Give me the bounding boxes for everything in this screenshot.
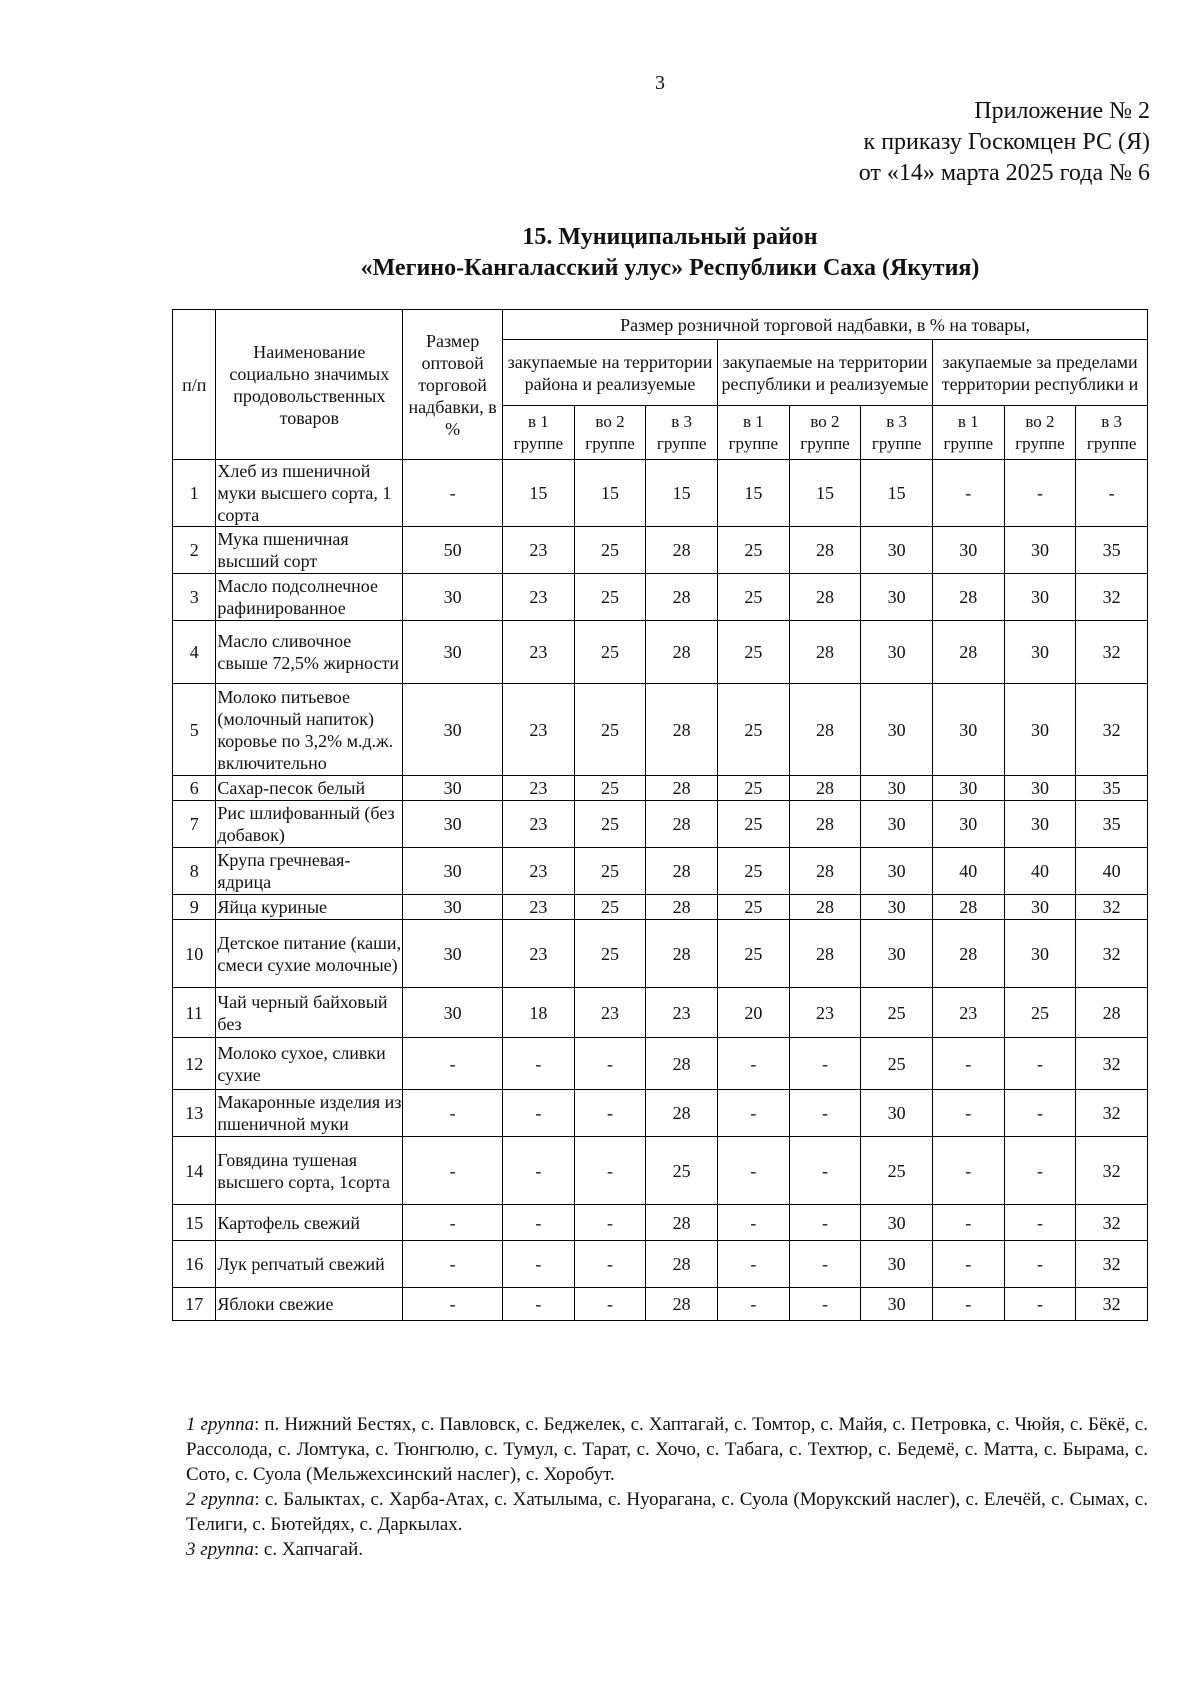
table-row (173, 1038, 1148, 1090)
retail-markup-value: 15 (789, 460, 861, 527)
retail-markup-value: 25 (718, 684, 790, 776)
product-name: Сахар-песок белый (216, 776, 403, 801)
wholesale-markup: 30 (403, 574, 503, 621)
retail-markup-value: - (932, 1205, 1004, 1241)
row-number: 3 (173, 574, 216, 621)
retail-markup-value: 28 (789, 920, 861, 988)
retail-markup-value: 25 (1004, 988, 1076, 1038)
row-number: 5 (173, 684, 216, 776)
retail-markup-value: 30 (1004, 776, 1076, 801)
retail-markup-value: - (1076, 460, 1148, 527)
header-subgroup: во 2 группе (574, 406, 646, 460)
retail-markup-value: 25 (574, 621, 646, 684)
note-text: : с. Балыктах, с. Харба-Атах, с. Хатылыма, с. Нуорагана, с. Суола (Морукский наслег), с. Елечёй, с. Сымах, с. Телиги, с. Бютейдях, с. Даркылах. (186, 1489, 1148, 1535)
row-number: 16 (173, 1241, 216, 1288)
retail-markup-value: - (1004, 1090, 1076, 1137)
table-row (173, 988, 1148, 1038)
row-number: 14 (173, 1137, 216, 1205)
retail-markup-value: 28 (646, 920, 718, 988)
retail-markup-value: 23 (503, 848, 575, 895)
markup-table (172, 309, 1148, 1321)
retail-markup-value: 25 (574, 684, 646, 776)
row-number: 9 (173, 895, 216, 920)
wholesale-markup: - (403, 1241, 503, 1288)
retail-markup-value: 32 (1076, 574, 1148, 621)
header-subgroup: во 2 группе (1004, 406, 1076, 460)
retail-markup-value: 32 (1076, 1137, 1148, 1205)
retail-markup-value: 30 (932, 801, 1004, 848)
retail-markup-value: 25 (718, 776, 790, 801)
retail-markup-value: 30 (1004, 527, 1076, 574)
product-name: Макаронные изделия из пшеничной муки (216, 1090, 403, 1137)
retail-markup-value: 32 (1076, 1288, 1148, 1321)
table-row (173, 848, 1148, 895)
header-subgroup: в 1 группе (503, 406, 575, 460)
retail-markup-value: - (1004, 460, 1076, 527)
header-subgroup: в 3 группе (861, 406, 933, 460)
retail-markup-value: 25 (718, 920, 790, 988)
retail-markup-value: - (503, 1038, 575, 1090)
table-row (173, 920, 1148, 988)
retail-markup-value: 32 (1076, 1038, 1148, 1090)
product-name: Мука пшеничная высший сорт (216, 527, 403, 574)
note-label: 2 группа (186, 1489, 255, 1510)
table-row (173, 1241, 1148, 1288)
product-name: Масло подсолнечное рафинированное (216, 574, 403, 621)
title-line-2: «Мегино-Кангаласский улус» Республики Саха (Якутия) (360, 255, 980, 281)
retail-markup-value: 30 (861, 848, 933, 895)
retail-markup-value: 30 (1004, 920, 1076, 988)
retail-markup-value: 35 (1076, 801, 1148, 848)
retail-markup-value: - (503, 1137, 575, 1205)
retail-markup-value: 25 (574, 776, 646, 801)
retail-markup-value: 28 (789, 574, 861, 621)
retail-markup-value: 30 (861, 574, 933, 621)
wholesale-markup: - (403, 1090, 503, 1137)
retail-markup-value: - (718, 1288, 790, 1321)
product-name: Детское питание (каши, смеси сухие молочные) (216, 920, 403, 988)
appendix-line-2: к приказу Госкомцен РС (Я) (863, 129, 1150, 155)
retail-markup-value: - (1004, 1205, 1076, 1241)
retail-markup-value: - (574, 1038, 646, 1090)
title-line-1: 15. Муниципальный район (522, 224, 818, 250)
retail-markup-value: 30 (861, 1288, 933, 1321)
wholesale-markup: 30 (403, 848, 503, 895)
retail-markup-value: 30 (1004, 684, 1076, 776)
retail-markup-value: 30 (1004, 574, 1076, 621)
retail-markup-value: 28 (789, 621, 861, 684)
note-text: : с. Хапчагай. (253, 1539, 364, 1560)
table-row (173, 776, 1148, 801)
table-row (173, 1137, 1148, 1205)
table-body (173, 460, 1148, 1321)
retail-markup-value: 25 (574, 848, 646, 895)
retail-markup-value: 28 (646, 1205, 718, 1241)
row-number: 2 (173, 527, 216, 574)
retail-markup-value: 23 (646, 988, 718, 1038)
retail-markup-value: - (718, 1038, 790, 1090)
retail-markup-value: - (932, 1038, 1004, 1090)
table-row (173, 801, 1148, 848)
note-group-3 (186, 1537, 1148, 1562)
row-number: 7 (173, 801, 216, 848)
retail-markup-value: 25 (718, 801, 790, 848)
wholesale-markup: 30 (403, 684, 503, 776)
header-subgroup: в 1 группе (718, 406, 790, 460)
appendix-line-3: от «14» марта 2025 года № 6 (858, 160, 1150, 186)
retail-markup-value: 30 (1004, 621, 1076, 684)
retail-markup-value: 23 (503, 527, 575, 574)
retail-markup-value: 23 (503, 895, 575, 920)
retail-markup-value: 30 (932, 776, 1004, 801)
retail-markup-value: - (574, 1288, 646, 1321)
table-row (173, 1205, 1148, 1241)
retail-markup-value: 15 (718, 460, 790, 527)
retail-markup-value: 25 (718, 621, 790, 684)
product-name: Яйца куриные (216, 895, 403, 920)
retail-markup-value: 23 (503, 574, 575, 621)
retail-markup-value: - (574, 1205, 646, 1241)
wholesale-markup: - (403, 1137, 503, 1205)
row-number: 1 (173, 460, 216, 527)
note-text: : п. Нижний Бестях, с. Павловск, с. Беджелек, с. Хаптагай, с. Томтор, с. Майя, с. Петровка, с. Чюйя, с. Бёкё, с. Рассолода, с. Ломтука, с. Тюнгюлю, с. Тумул, с. Тарат, с. Хочо, с. Табага, с. Техтюр, с. Бедемё, с. Матта, с. Бырама, с. Сото, с. Суола (Мельжехсинский наслег), с. Хоробут. (186, 1414, 1148, 1485)
retail-markup-value: - (503, 1241, 575, 1288)
retail-markup-value: 15 (861, 460, 933, 527)
retail-markup-value: 15 (646, 460, 718, 527)
retail-markup-value: 28 (789, 848, 861, 895)
group-notes (186, 1412, 1148, 1562)
retail-markup-value: 30 (861, 1205, 933, 1241)
retail-markup-value: - (574, 1241, 646, 1288)
retail-markup-value: - (718, 1137, 790, 1205)
retail-markup-value: - (789, 1241, 861, 1288)
retail-markup-value: 40 (1076, 848, 1148, 895)
retail-markup-value: - (789, 1038, 861, 1090)
retail-markup-value: 28 (932, 574, 1004, 621)
retail-markup-value: - (932, 1241, 1004, 1288)
product-name: Говядина тушеная высшего сорта, 1сорта (216, 1137, 403, 1205)
retail-markup-value: 28 (646, 1288, 718, 1321)
retail-markup-value: 25 (718, 895, 790, 920)
retail-markup-value: 23 (574, 988, 646, 1038)
header-subgroup: в 3 группе (1076, 406, 1148, 460)
retail-markup-value: - (1004, 1038, 1076, 1090)
retail-markup-value: 32 (1076, 621, 1148, 684)
retail-markup-value: 32 (1076, 1090, 1148, 1137)
wholesale-markup: 30 (403, 988, 503, 1038)
retail-markup-value: 25 (574, 527, 646, 574)
table-row (173, 574, 1148, 621)
retail-markup-value: 28 (646, 621, 718, 684)
note-label: 1 группа (186, 1414, 255, 1435)
header-group-outside: закупаемые за пределами территории республики и (932, 340, 1147, 406)
retail-markup-value: 25 (718, 574, 790, 621)
retail-markup-value: 30 (861, 684, 933, 776)
wholesale-markup: 30 (403, 801, 503, 848)
wholesale-markup: 30 (403, 776, 503, 801)
retail-markup-value: 30 (861, 1090, 933, 1137)
retail-markup-value: 23 (503, 801, 575, 848)
retail-markup-value: 25 (574, 801, 646, 848)
header-subgroup: в 3 группе (646, 406, 718, 460)
row-number: 15 (173, 1205, 216, 1241)
retail-markup-value: 23 (789, 988, 861, 1038)
table-row (173, 684, 1148, 776)
retail-markup-value: 30 (861, 621, 933, 684)
product-name: Хлеб из пшеничной муки высшего сорта, 1 сорта (216, 460, 403, 527)
retail-markup-value: 28 (646, 776, 718, 801)
retail-markup-value: 30 (861, 920, 933, 988)
retail-markup-value: 25 (861, 1038, 933, 1090)
retail-markup-value: 30 (1004, 895, 1076, 920)
wholesale-markup: - (403, 1288, 503, 1321)
retail-markup-value: 28 (1076, 988, 1148, 1038)
note-label: 3 группа (186, 1539, 254, 1560)
retail-markup-value: 32 (1076, 920, 1148, 988)
row-number: 10 (173, 920, 216, 988)
product-name: Лук репчатый свежий (216, 1241, 403, 1288)
retail-markup-value: 40 (1004, 848, 1076, 895)
retail-markup-value: - (574, 1090, 646, 1137)
retail-markup-value: 25 (574, 574, 646, 621)
retail-markup-value: 28 (646, 684, 718, 776)
retail-markup-value: 28 (646, 895, 718, 920)
retail-markup-value: 18 (503, 988, 575, 1038)
retail-markup-value: 30 (861, 895, 933, 920)
row-number: 12 (173, 1038, 216, 1090)
appendix-line-1: Приложение № 2 (974, 98, 1150, 124)
retail-markup-value: 23 (503, 920, 575, 988)
header-group-district: закупаемые на территории района и реализуемые (503, 340, 718, 406)
table-row (173, 1090, 1148, 1137)
retail-markup-value: 28 (646, 848, 718, 895)
retail-markup-value: - (932, 1288, 1004, 1321)
row-number: 8 (173, 848, 216, 895)
product-name: Крупа гречневая-ядрица (216, 848, 403, 895)
retail-markup-value: - (718, 1205, 790, 1241)
row-number: 17 (173, 1288, 216, 1321)
appendix-header (859, 96, 1150, 189)
header-group-republic: закупаемые на территории республики и реализуемые (718, 340, 933, 406)
retail-markup-value: 40 (932, 848, 1004, 895)
header-subgroup: в 1 группе (932, 406, 1004, 460)
retail-markup-value: - (503, 1090, 575, 1137)
retail-markup-value: 28 (646, 574, 718, 621)
retail-markup-value: 25 (861, 1137, 933, 1205)
retail-markup-value: 30 (861, 1241, 933, 1288)
retail-markup-value: - (1004, 1241, 1076, 1288)
header-subgroup: во 2 группе (789, 406, 861, 460)
product-name: Масло сливочное свыше 72,5% жирности (216, 621, 403, 684)
retail-markup-value: - (1004, 1288, 1076, 1321)
retail-markup-value: 28 (932, 895, 1004, 920)
wholesale-markup: 30 (403, 621, 503, 684)
table-row (173, 527, 1148, 574)
retail-markup-value: 15 (503, 460, 575, 527)
retail-markup-value: 28 (646, 801, 718, 848)
retail-markup-value: 30 (861, 527, 933, 574)
retail-markup-value: 30 (932, 527, 1004, 574)
retail-markup-value: - (932, 1090, 1004, 1137)
page-number: 3 (655, 72, 665, 94)
retail-markup-value: 15 (574, 460, 646, 527)
product-name: Яблоки свежие (216, 1288, 403, 1321)
row-number: 4 (173, 621, 216, 684)
retail-markup-value: 30 (861, 801, 933, 848)
table-row (173, 895, 1148, 920)
retail-markup-value: - (789, 1137, 861, 1205)
product-name: Молоко сухое, сливки сухие (216, 1038, 403, 1090)
retail-markup-value: 28 (932, 621, 1004, 684)
wholesale-markup: - (403, 1205, 503, 1241)
header-number: п/п (173, 310, 216, 460)
row-number: 13 (173, 1090, 216, 1137)
wholesale-markup: - (403, 1038, 503, 1090)
retail-markup-value: 30 (1004, 801, 1076, 848)
retail-markup-value: 25 (574, 895, 646, 920)
retail-markup-value: - (503, 1288, 575, 1321)
wholesale-markup: 50 (403, 527, 503, 574)
retail-markup-value: - (718, 1090, 790, 1137)
retail-markup-value: 28 (932, 920, 1004, 988)
product-name: Молоко питьевое (молочный напиток) коровье по 3,2% м.д.ж. включительно (216, 684, 403, 776)
header-wholesale-markup: Размер оптовой торговой надбавки, в % (403, 310, 503, 460)
retail-markup-value: 30 (932, 684, 1004, 776)
table-row (173, 621, 1148, 684)
retail-markup-value: 23 (503, 621, 575, 684)
retail-markup-value: 23 (932, 988, 1004, 1038)
header-product-name: Наименование социально значимых продовольственных товаров (216, 310, 403, 460)
wholesale-markup: 30 (403, 895, 503, 920)
retail-markup-value: 32 (1076, 684, 1148, 776)
retail-markup-value: - (789, 1288, 861, 1321)
retail-markup-value: 32 (1076, 1205, 1148, 1241)
note-group-2 (186, 1487, 1148, 1537)
retail-markup-value: - (789, 1205, 861, 1241)
retail-markup-value: - (1004, 1137, 1076, 1205)
retail-markup-value: - (932, 460, 1004, 527)
retail-markup-value: 28 (646, 1038, 718, 1090)
note-group-1 (186, 1412, 1148, 1487)
retail-markup-value: 20 (718, 988, 790, 1038)
document-title (170, 222, 1170, 284)
table-row (173, 460, 1148, 527)
product-name: Картофель свежий (216, 1205, 403, 1241)
wholesale-markup: - (403, 460, 503, 527)
retail-markup-value: 28 (789, 895, 861, 920)
retail-markup-value: 28 (789, 684, 861, 776)
retail-markup-value: 23 (503, 684, 575, 776)
retail-markup-value: 25 (861, 988, 933, 1038)
product-name: Рис шлифованный (без добавок) (216, 801, 403, 848)
retail-markup-value: 32 (1076, 1241, 1148, 1288)
row-number: 11 (173, 988, 216, 1038)
product-name: Чай черный байховый без (216, 988, 403, 1038)
retail-markup-value: 28 (646, 527, 718, 574)
retail-markup-value: - (932, 1137, 1004, 1205)
wholesale-markup: 30 (403, 920, 503, 988)
retail-markup-value: - (503, 1205, 575, 1241)
retail-markup-value: 28 (789, 776, 861, 801)
retail-markup-value: 23 (503, 776, 575, 801)
retail-markup-value: 32 (1076, 895, 1148, 920)
retail-markup-value: - (574, 1137, 646, 1205)
table-row (173, 1288, 1148, 1321)
retail-markup-value: 28 (646, 1090, 718, 1137)
retail-markup-value: 35 (1076, 527, 1148, 574)
retail-markup-value: - (789, 1090, 861, 1137)
retail-markup-value: 25 (718, 848, 790, 895)
retail-markup-value: - (718, 1241, 790, 1288)
retail-markup-value: 25 (718, 527, 790, 574)
retail-markup-value: 28 (789, 527, 861, 574)
retail-markup-value: 28 (789, 801, 861, 848)
retail-markup-value: 25 (574, 920, 646, 988)
retail-markup-value: 25 (646, 1137, 718, 1205)
retail-markup-value: 35 (1076, 776, 1148, 801)
row-number: 6 (173, 776, 216, 801)
header-retail-markup: Размер розничной торговой надбавки, в % на товары, (503, 310, 1148, 340)
retail-markup-value: 28 (646, 1241, 718, 1288)
retail-markup-value: 30 (861, 776, 933, 801)
